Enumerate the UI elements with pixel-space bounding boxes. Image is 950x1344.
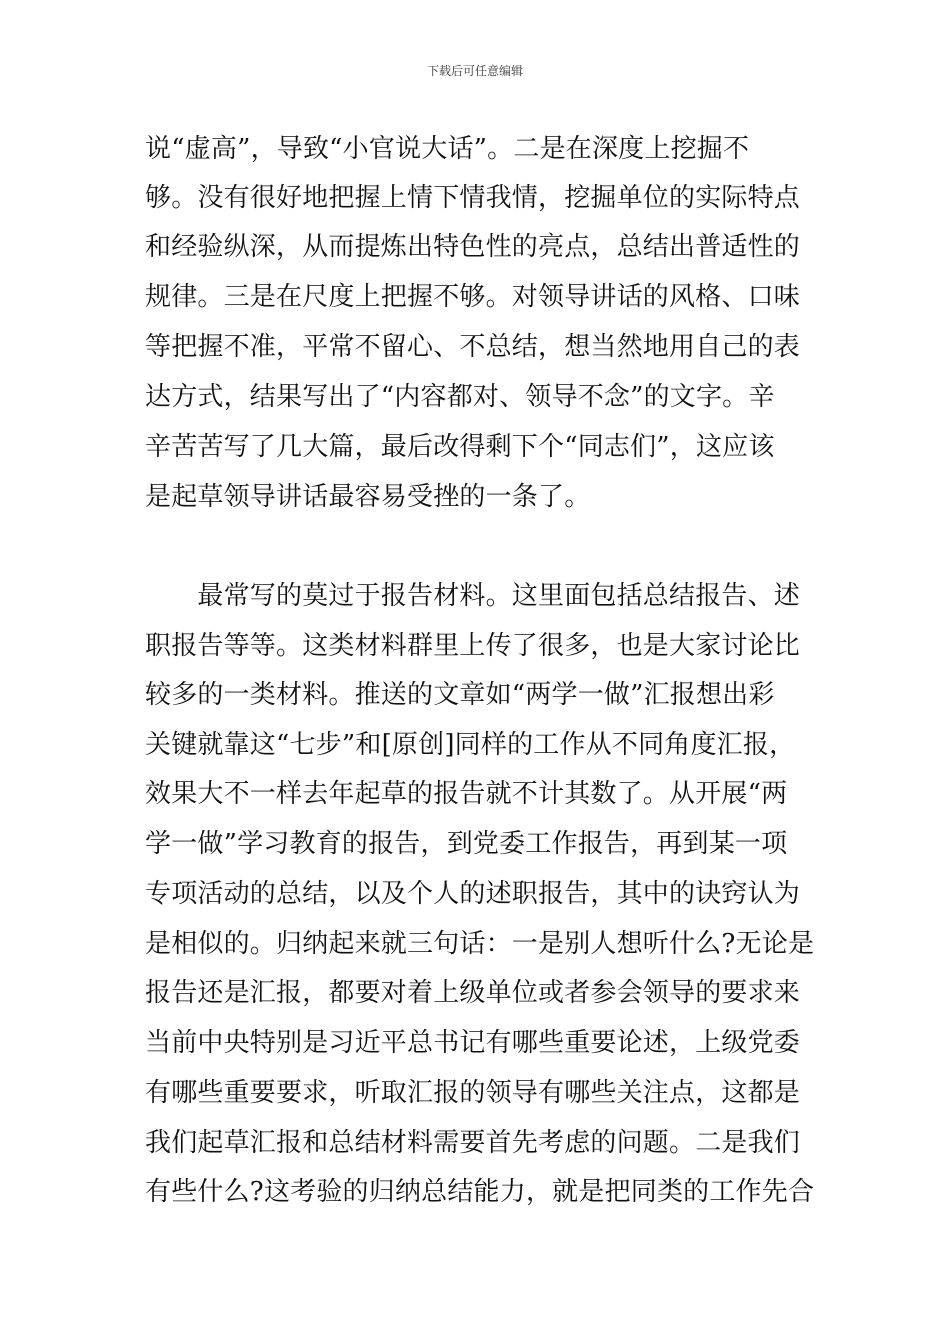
paragraph-2-line-13: 有些什么?这考验的归纳总结能力，就是把同类的工作先合	[145, 1177, 815, 1207]
paragraph-1-line-1: 说“虚高”，导致“小官说大话”。二是在深度上挖掘不	[145, 134, 750, 164]
paragraph-1-line-3: 和经验纵深，从而提炼出特色性的亮点，总结出普适性的	[145, 232, 801, 262]
paragraph-1-line-7: 辛苦苦写了几大篇，最后改得剩下个“同志们”，这应该	[145, 432, 775, 462]
paragraph-2-line-4: 关键就靠这“七步”和[原创]同样的工作从不同角度汇报，	[145, 730, 796, 760]
paragraph-1-line-6: 达方式，结果写出了“内容都对、领导不念”的文字。辛	[145, 382, 775, 412]
paragraph-2-line-6: 学一做”学习教育的报告，到党委工作报告，再到某一项	[145, 829, 788, 859]
paragraph-1-line-2: 够。没有很好地把握上情下情我情，挖掘单位的实际特点	[145, 183, 801, 213]
paragraph-1-line-5: 等把握不准，平常不留心、不总结，想当然地用自己的表	[145, 332, 801, 362]
paragraph-1-line-4: 规律。三是在尺度上把握不够。对领导讲话的风格、口味	[145, 282, 801, 312]
paragraph-2-line-3: 较多的一类材料。推送的文章如“两学一做”汇报想出彩	[145, 680, 775, 710]
paragraph-2-line-10: 当前中央特别是习近平总书记有哪些重要论述，上级党委	[145, 1028, 801, 1058]
paragraph-2-line-12: 我们起草汇报和总结材料需要首先考虑的问题。二是我们	[145, 1128, 801, 1158]
paragraph-2-line-5: 效果大不一样去年起草的报告就不计其数了。从开展“两	[145, 779, 788, 809]
paragraph-2-line-1: 最常写的莫过于报告材料。这里面包括总结报告、述	[145, 581, 801, 611]
paragraph-1-line-8: 是起草领导讲话最容易受挫的一条了。	[145, 482, 591, 512]
paragraph-2-line-11: 有哪些重要要求，听取汇报的领导有哪些关注点，这都是	[145, 1078, 801, 1108]
paragraph-2-line-7: 专项活动的总结，以及个人的述职报告，其中的诀窍认为	[145, 879, 801, 909]
paragraph-2-line-8: 是相似的。归纳起来就三句话：一是别人想听什么?无论是	[145, 929, 815, 959]
paragraph-2-line-2: 职报告等等。这类材料群里上传了很多，也是大家讨论比	[145, 631, 801, 661]
page-header: 下载后可任意编辑	[426, 64, 523, 78]
paragraph-2-line-9: 报告还是汇报，都要对着上级单位或者参会领导的要求来	[145, 978, 801, 1008]
